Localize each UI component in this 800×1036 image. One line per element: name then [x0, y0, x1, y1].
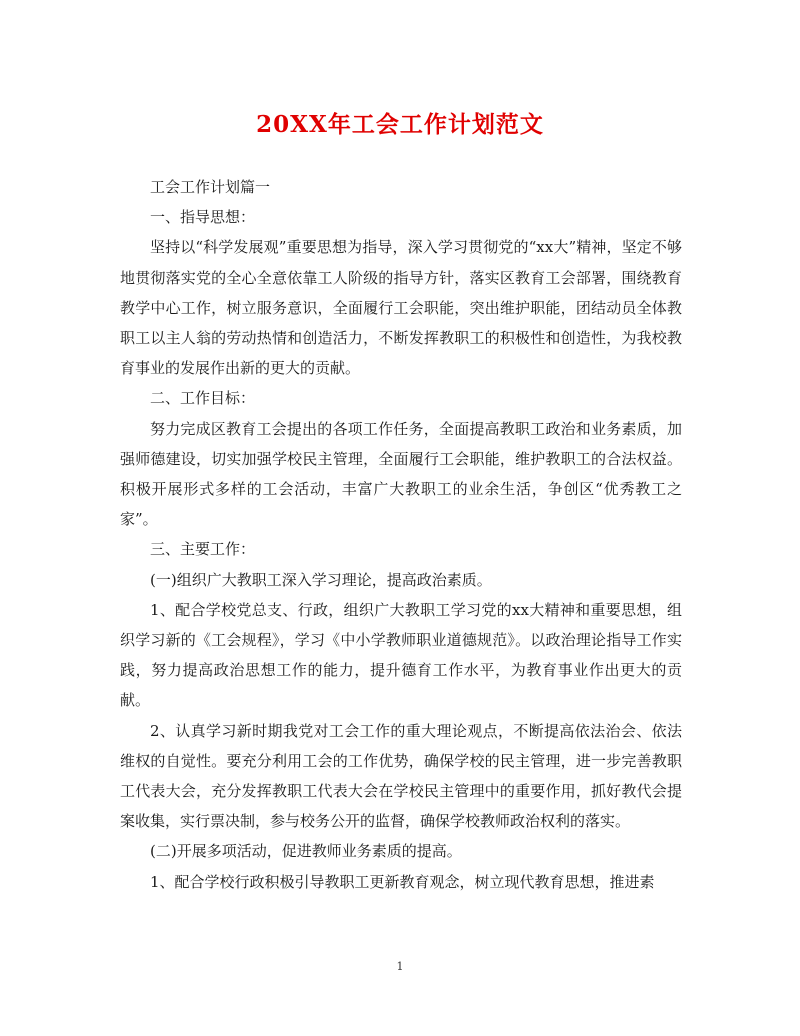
page-number: 1 [396, 960, 404, 973]
paragraph-section-heading: 工会工作计划篇一 [150, 178, 271, 196]
paragraph-heading-guiding-thought: 一、指导思想： [150, 208, 256, 227]
paragraph-item-1: 1、配合学校党总支、行政，组织广大教职工学习党的xx大精神和重要思想，组织学习新的《工会规程》，学习《中小学教师职业道德规范》。以政治理论指导工作实践，努力提高政治思想工作的能力，提升德育工作水平，为教育事业作出更大的贡献。 [120, 600, 682, 710]
paragraph-item-1-b: 1、配合学校行政积极引导教职工更新教育观念，树立现代教育思想，推进素 [150, 872, 655, 891]
paragraph-subheading-two: (二)开展多项活动，促进教师业务素质的提高。 [150, 842, 462, 861]
paragraph-work-goals: 努力完成区教育工会提出的各项工作任务，全面提高教职工政治和业务素质，加强师德建设，切实加强学校民主管理，全面履行工会职能，维护教职工的合法权益。积极开展形式多样的工会活动，丰富广大教职工的业余生活，争创区“优秀教工之家”。 [120, 419, 682, 529]
paragraph-heading-main-work: 三、主要工作： [150, 540, 256, 559]
paragraph-subheading-one: (一)组织广大教职工深入学习理论，提高政治素质。 [150, 570, 492, 589]
document-title: 20XX年工会工作计划范文 [256, 111, 544, 138]
document-body [120, 172, 682, 897]
paragraph-heading-work-goals: 二、工作目标： [150, 389, 256, 408]
paragraph-guiding-thought: 坚持以“科学发展观”重要思想为指导，深入学习贯彻党的“xx大”精神，坚定不够地贯彻落实党的全心全意依靠工人阶级的指导方针，落实区教育工会部署，围绕教育教学中心工作，树立服务意识，全面履行工会职能，突出维护职能，团结动员全体教职工以主人翁的劳动热情和创造活力，不断发挥教职工的积极性和创造性，为我校教育事业的发展作出新的更大的贡献。 [120, 238, 682, 378]
paragraph-item-2: 2、认真学习新时期我党对工会工作的重大理论观点，不断提高依法治会、依法维权的自觉性。要充分利用工会的工作优势，确保学校的民主管理，进一步完善教职工代表大会，充分发挥教职工代表大会在学校民主管理中的重要作用，抓好教代会提案收集，实行票决制，参与校务公开的监督，确保学校教师政治权利的落实。 [120, 721, 682, 831]
